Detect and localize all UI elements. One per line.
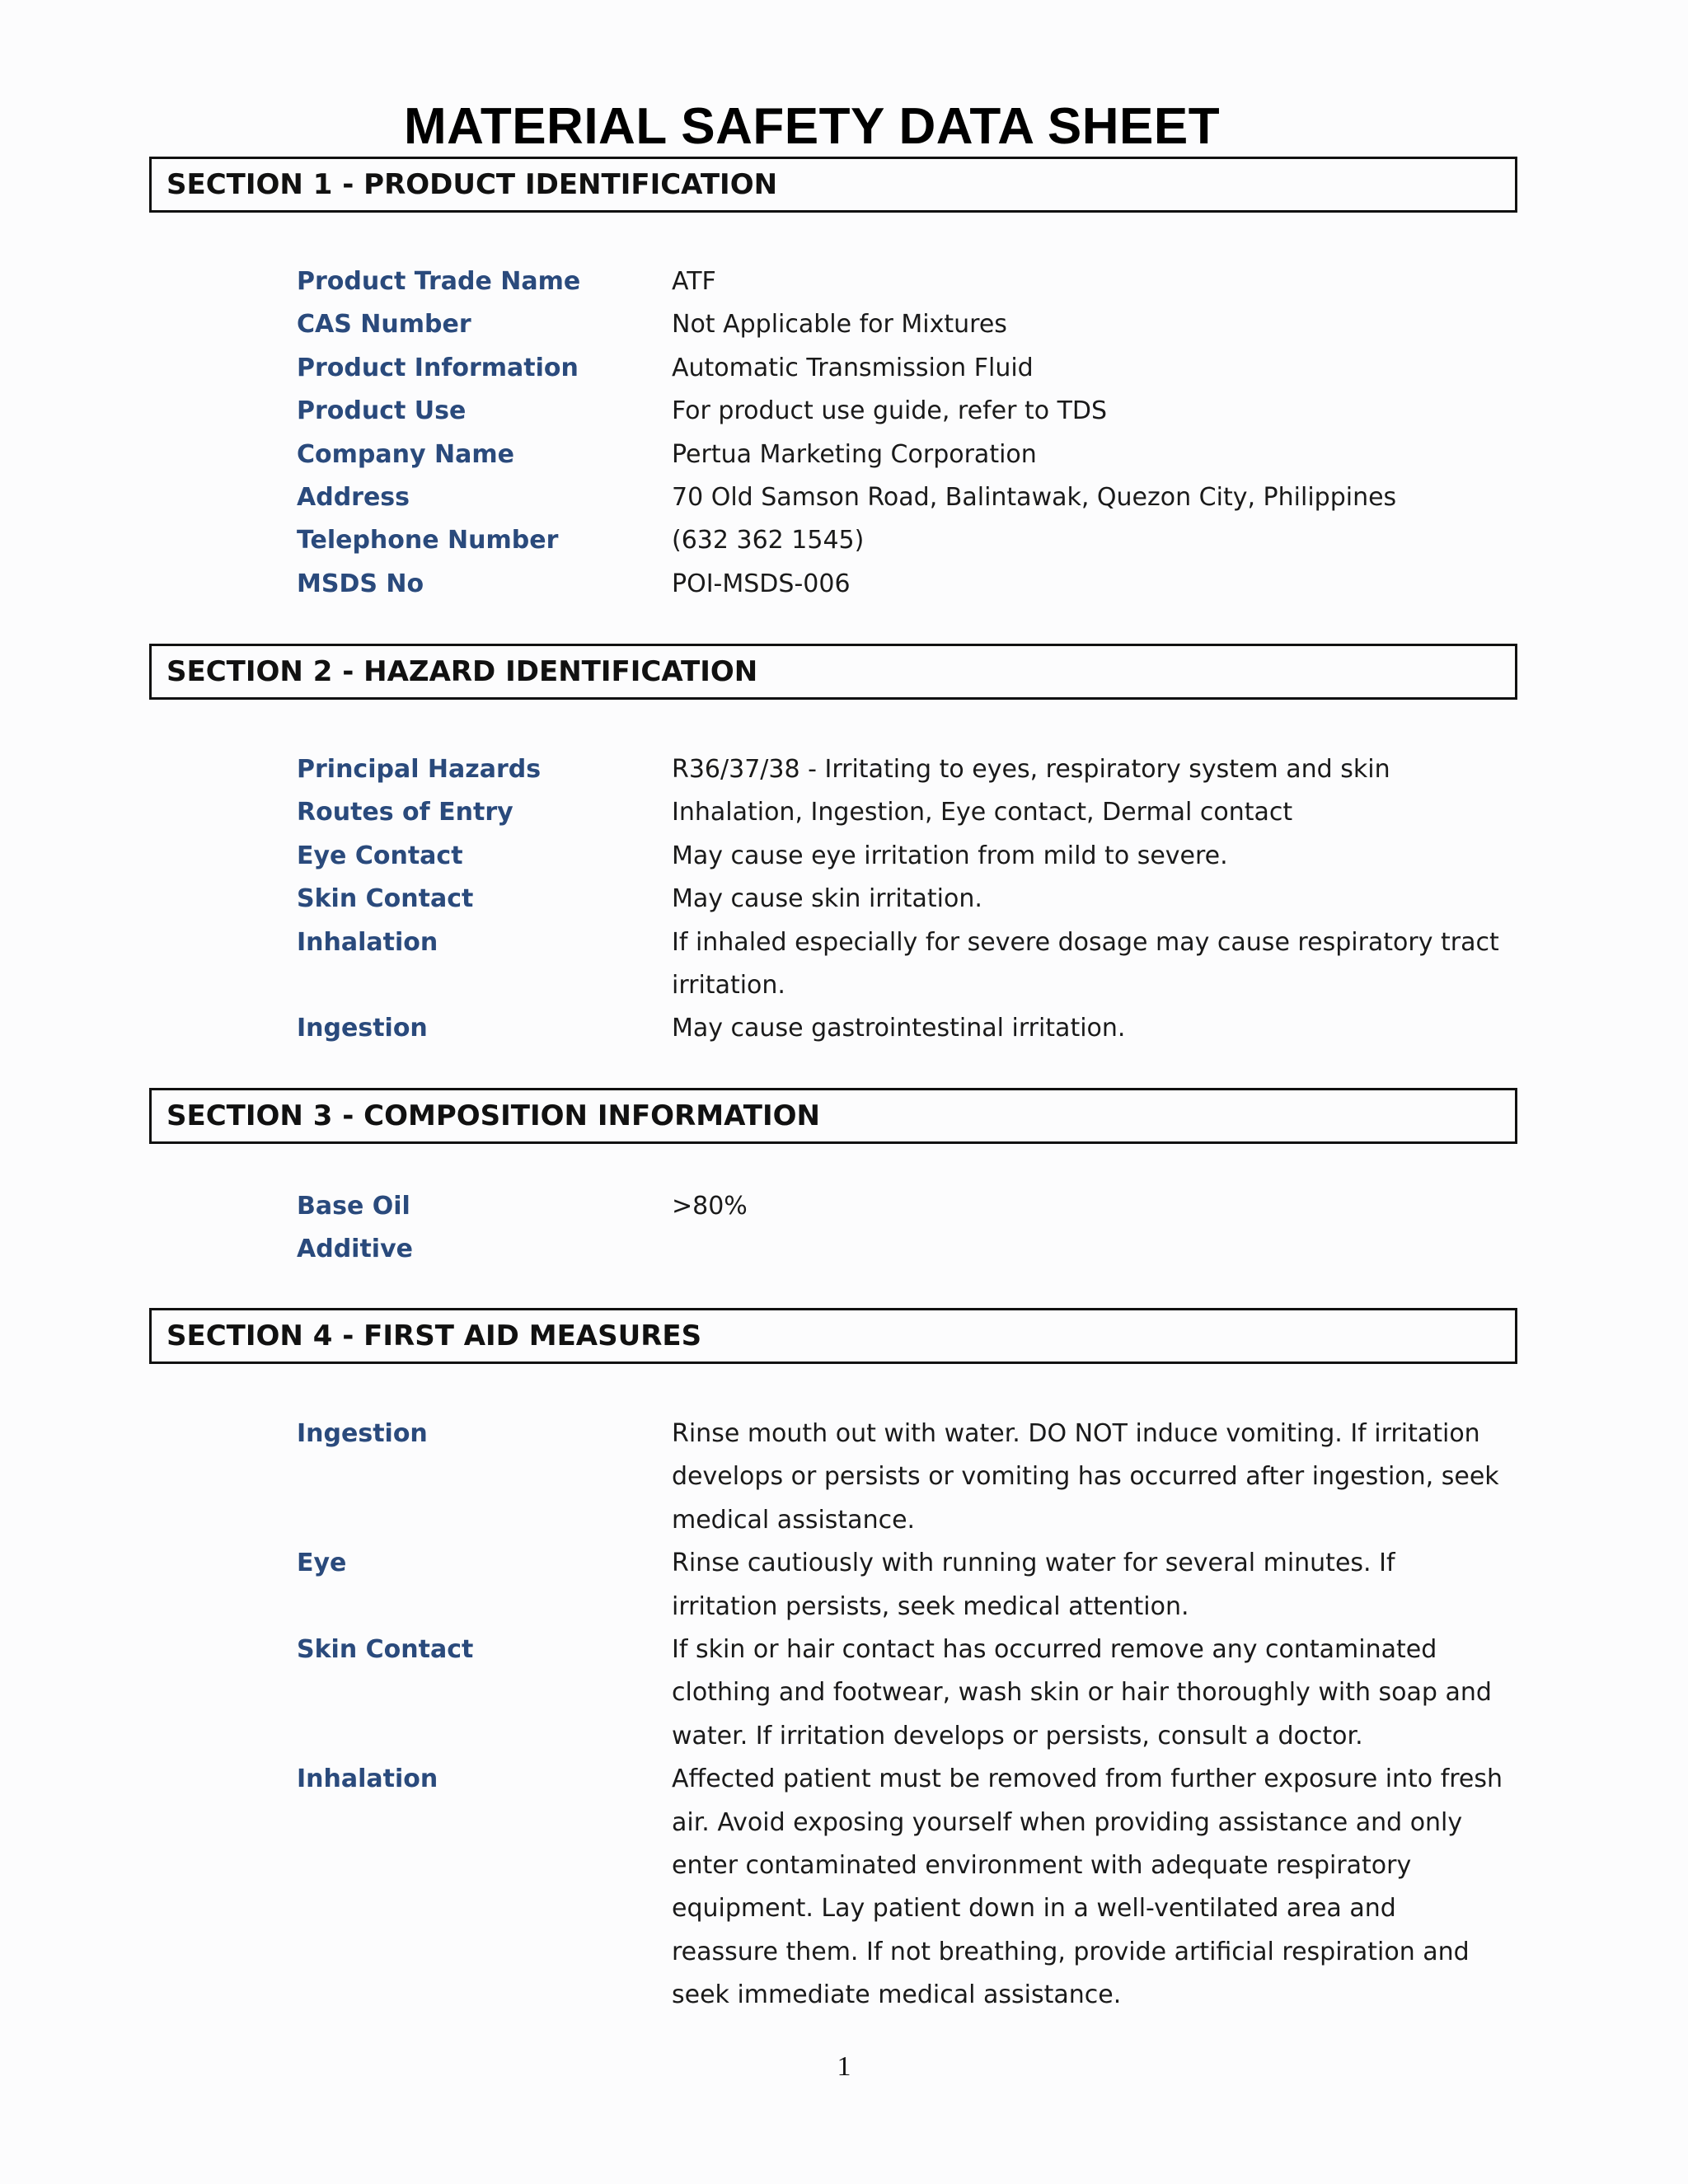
field-value: 70 Old Samson Road, Balintawak, Quezon City, Philippines <box>672 483 1397 513</box>
field-label: CAS Number <box>297 310 471 340</box>
field-row-telephone-number <box>297 519 1517 562</box>
field-row-base-oil <box>297 1185 1517 1228</box>
field-value: R36/37/38 - Irritating to eyes, respiratory system and skin <box>672 755 1390 784</box>
field-row-cas-number <box>297 303 1517 346</box>
field-label: Inhalation <box>297 927 438 957</box>
field-row-eye <box>297 1542 1517 1629</box>
field-row-ingestion <box>297 1413 1517 1542</box>
field-row-msds-no <box>297 563 1517 606</box>
field-value: >80% <box>672 1192 748 1221</box>
field-value: ATF <box>672 267 716 296</box>
field-value: For product use guide, refer to TDS <box>672 396 1108 426</box>
section-3-header <box>149 1088 1517 1144</box>
field-row-ingestion <box>297 1007 1517 1050</box>
field-value: If skin or hair contact has occurred remove any contaminated clothing and footwear, wash skin or hair thoroughly with soap and water. If irritation develops or persists, consult a doctor. <box>672 1635 1492 1750</box>
field-row-product-use <box>297 390 1517 433</box>
field-label: Principal Hazards <box>297 755 542 784</box>
field-row-skin-contact <box>297 878 1517 921</box>
field-row-inhalation <box>297 921 1517 1008</box>
section-2-rows <box>297 748 1517 1051</box>
field-label: Eye <box>297 1549 347 1578</box>
field-value: Inhalation, Ingestion, Eye contact, Dermal contact <box>672 798 1293 827</box>
field-value: Affected patient must be removed from further exposure into fresh air. Avoid exposing yourself when providing assistance and only enter contaminated environment with adequate respiratory equipment. Lay patient down in a well-ventilated area and reassure them. If not breathing, provide artificial respiration and seek immediate medical assistance. <box>672 1765 1503 2010</box>
section-4-rows <box>297 1413 1517 2018</box>
field-value: May cause gastrointestinal irritation. <box>672 1014 1126 1043</box>
field-row-eye-contact <box>297 835 1517 878</box>
field-row-principal-hazards <box>297 748 1517 791</box>
field-label: Inhalation <box>297 1765 438 1794</box>
field-label: Additive <box>297 1235 413 1264</box>
field-value: (632 362 1545) <box>672 526 865 555</box>
field-row-inhalation <box>297 1758 1517 2017</box>
field-label: Product Trade Name <box>297 267 581 296</box>
field-label: Base Oil <box>297 1192 410 1221</box>
document-title: MATERIAL SAFETY DATA SHEET <box>404 98 1221 155</box>
field-row-company-name <box>297 434 1517 476</box>
field-value: Rinse cautiously with running water for several minutes. If irritation persists, seek medical attention. <box>672 1549 1395 1621</box>
field-label: Ingestion <box>297 1419 428 1448</box>
field-value: If inhaled especially for severe dosage may cause respiratory tract irritation. <box>672 927 1499 1001</box>
section-3-title: SECTION 3 - COMPOSITION INFORMATION <box>166 1099 820 1132</box>
field-value: Pertua Marketing Corporation <box>672 439 1037 469</box>
field-value: Automatic Transmission Fluid <box>672 353 1034 382</box>
field-label: Telephone Number <box>297 526 559 555</box>
field-row-routes-of-entry <box>297 791 1517 834</box>
field-label: Routes of Entry <box>297 798 513 827</box>
section-4-header <box>149 1308 1517 1364</box>
field-label: Address <box>297 483 410 513</box>
section-2-header <box>149 644 1517 700</box>
section-1-rows <box>297 260 1517 606</box>
field-row-skin-contact <box>297 1629 1517 1758</box>
section-1-header <box>149 157 1517 213</box>
field-label: Product Information <box>297 353 579 382</box>
field-value: POI-MSDS-006 <box>672 569 851 598</box>
field-value: Not Applicable for Mixtures <box>672 310 1007 340</box>
section-3-rows <box>297 1185 1517 1272</box>
field-label: Skin Contact <box>297 1635 474 1665</box>
field-value: May cause skin irritation. <box>672 884 982 914</box>
page-number: 1 <box>837 2051 851 2082</box>
field-row-address <box>297 476 1517 519</box>
field-label: Eye Contact <box>297 841 463 870</box>
field-value: Rinse mouth out with water. DO NOT induce vomiting. If irritation develops or persists or vomiting has occurred after ingestion, seek medical assistance. <box>672 1419 1499 1535</box>
field-label: Product Use <box>297 396 467 426</box>
field-label: Ingestion <box>297 1014 428 1043</box>
field-value: May cause eye irritation from mild to severe. <box>672 841 1228 870</box>
field-row-additive <box>297 1228 1517 1271</box>
field-label: MSDS No <box>297 569 424 598</box>
field-label: Skin Contact <box>297 884 474 914</box>
section-4-title: SECTION 4 - FIRST AID MEASURES <box>166 1319 702 1352</box>
section-1-title: SECTION 1 - PRODUCT IDENTIFICATION <box>166 168 778 201</box>
section-2-title: SECTION 2 - HAZARD IDENTIFICATION <box>166 655 758 688</box>
field-label: Company Name <box>297 439 514 469</box>
field-row-product-information <box>297 347 1517 390</box>
field-row-product-trade-name <box>297 260 1517 303</box>
